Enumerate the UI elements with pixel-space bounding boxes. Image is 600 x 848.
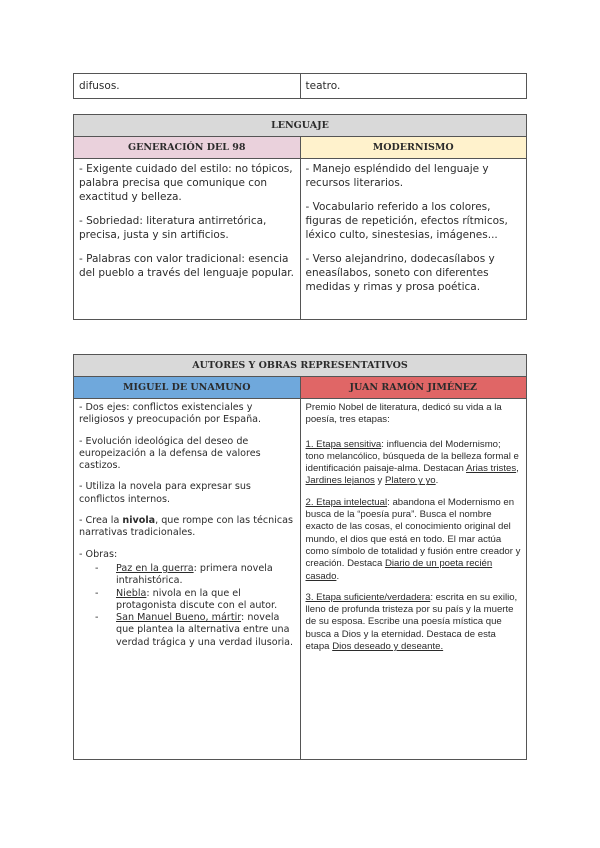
generacion-98-header: GENERACIÓN DEL 98 [74, 137, 301, 159]
continuation-table [73, 73, 527, 99]
obras-list [79, 563, 295, 649]
jimenez-intro: Premio Nobel de literatura, dedicó su vida a la poesía, tres etapas: [305, 402, 502, 426]
book-title: Platero y yo [384, 475, 436, 487]
autores-table [73, 354, 527, 760]
book-title: Niebla [116, 587, 147, 599]
book-title: Jardines lejanos [305, 475, 375, 487]
autores-title: AUTORES Y OBRAS REPRESENTATIVOS [74, 355, 527, 377]
list-item: - Utiliza la novela para expresar sus conflictos internos. [79, 481, 251, 505]
jimenez-cell [300, 399, 527, 760]
book-title: San Manuel Bueno, mártir [116, 612, 242, 624]
unamuno-header: MIGUEL DE UNAMUNO [74, 377, 301, 399]
obras-label: - Obras: [79, 548, 118, 560]
lenguaje-table [73, 114, 527, 320]
list-item: - Palabras con valor tradicional: esencia del pueblo a través del lenguaje popular. [79, 253, 294, 279]
book-title: Diario de un poeta recién casado [305, 558, 493, 582]
etapa-intelectual: 2. Etapa intelectual: abandona el Modernismo en busca de la “poesía pura”. Busca el nombre exacto de las cosas, el conocimiento original del mundo, el dios que está en todo. El mar actúa como símbolo de totalidad y fusión entre creador y creación. Destaca Diario de un poeta recién casado. [305, 496, 521, 582]
list-item: - Exigente cuidado del estilo: no tópicos, palabra precisa que comunique con exactitud y belleza. [79, 163, 293, 203]
modernismo-cell [300, 159, 527, 320]
table-row [74, 74, 527, 99]
etapa-sensitiva: 1. Etapa sensitiva: influencia del Modernismo; tono melancólico, búsqueda de la belleza formal e identificación paisaje-alma. Destacan Arias tristes, Jardines lejanos y Platero y yo. [305, 438, 519, 487]
generacion-98-cell [74, 159, 301, 320]
jimenez-header: JUAN RAMÓN JIMÉNEZ [300, 377, 527, 399]
nivola-term: nivola [122, 515, 156, 527]
list-item: - Verso alejandrino, dodecasílabos y eneasílabos, soneto con diferentes medidas y rimas y prosa poética. [305, 253, 495, 293]
table-cell: teatro. [300, 74, 527, 99]
book-title: Dios deseado y deseante. [332, 641, 444, 653]
book-title: Paz en la guerra [116, 562, 194, 574]
list-item: - Sobriedad: literatura antirretórica, precisa, justa y sin artificios. [79, 215, 267, 241]
lenguaje-title: LENGUAJE [74, 115, 527, 137]
unamuno-cell [74, 399, 301, 760]
list-item: - San Manuel Bueno, mártir: novela que plantea la alternativa entre una verdad trágica y una verdad ilusoria. [95, 612, 295, 649]
list-item: - Vocabulario referido a los colores, figuras de repetición, efectos rítmicos, léxico culto, sinestesias, imágenes... [305, 201, 508, 241]
book-title: Arias tristes [466, 463, 517, 475]
table-cell: difusos. [74, 74, 301, 99]
list-item: - Niebla: nivola en la que el protagonista discute con el autor. [95, 588, 295, 613]
list-item: - Paz en la guerra: primera novela intrahistórica. [95, 563, 295, 588]
list-item: - Crea la nivola, que rompe con las técnicas narrativas tradicionales. [79, 515, 294, 539]
list-item: - Manejo espléndido del lenguaje y recursos literarios. [305, 163, 489, 189]
list-item: - Evolución ideológica del deseo de europeización a la defensa de valores castizos. [79, 435, 261, 472]
etapa-suficiente: 3. Etapa suficiente/verdadera: escrita en su exilio, lleno de profunda tristeza por su país y la muerte de su esposa. Escribe una poesía mística que busca a Dios y la eternidad. Destaca de esta etapa Dios deseado y deseante. [305, 591, 518, 653]
list-item: - Dos ejes: conflictos existenciales y religiosos y preocupación por España. [79, 402, 262, 426]
modernismo-header: MODERNISMO [300, 137, 527, 159]
